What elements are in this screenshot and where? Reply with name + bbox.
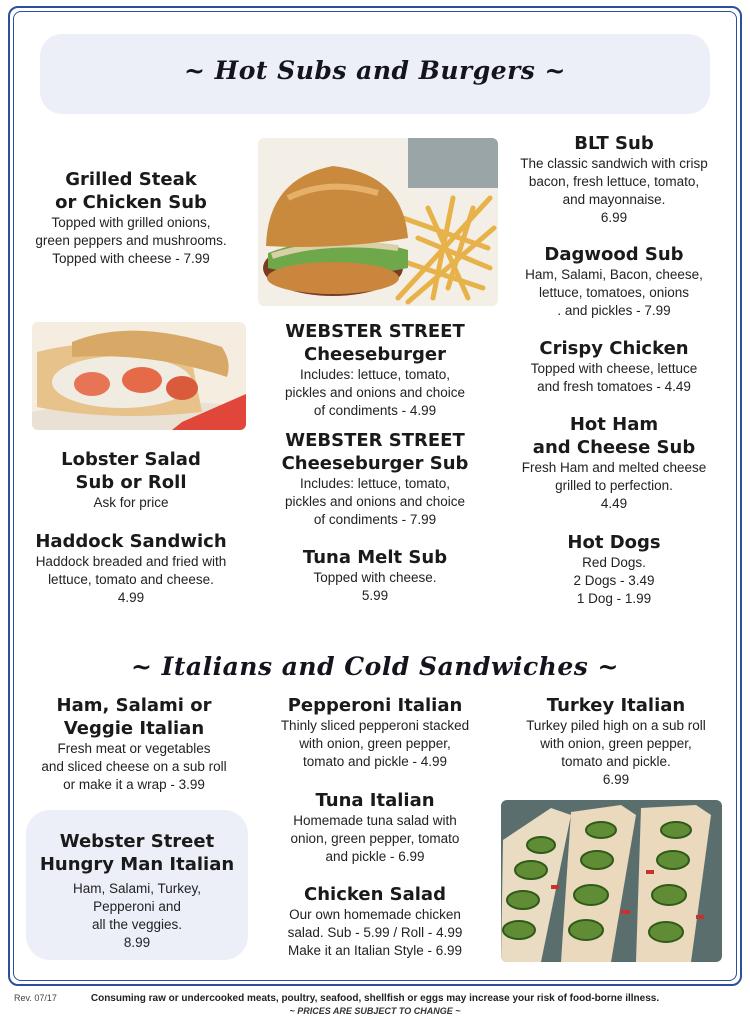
hot-section-title: ~ Hot Subs and Burgers ~	[183, 56, 566, 85]
item-description: Ham, Salami, Bacon, cheese, lettuce, tomatoes, onions . and pickles - 7.99	[525, 267, 703, 318]
item-name: Crispy Chicken	[539, 338, 689, 359]
menu-item-turkey-italian	[510, 694, 722, 789]
menu-item-hot-ham	[510, 413, 718, 513]
item-name: Turkey Italian	[546, 695, 686, 716]
item-name: Haddock Sandwich	[35, 531, 227, 552]
menu-item-haddock	[22, 530, 240, 607]
item-name: Tuna Italian	[315, 790, 435, 811]
item-name: Ham, Salami or Veggie Italian	[56, 695, 212, 739]
food-safety-warning: Consuming raw or undercooked meats, poultry, seafood, shellfish or eggs may increase your risk of food-borne illness.	[90, 993, 660, 1004]
menu-item-grilled-steak	[24, 168, 238, 268]
menu-item-blt	[510, 132, 718, 227]
menu-item-crispy-chicken	[510, 337, 718, 396]
menu-item-webster-cheeseburger	[262, 320, 488, 420]
item-description: Fresh Ham and melted cheese grilled to perfection. 4.49	[521, 460, 707, 511]
item-name: Lobster Salad Sub or Roll	[61, 449, 201, 493]
menu-item-hungry-man	[30, 830, 244, 952]
menu-item-lobster	[24, 448, 238, 512]
revision-label: Rev. 07/17	[14, 993, 57, 1003]
menu-item-chicken-salad	[262, 883, 488, 960]
item-description: The classic sandwich with crisp bacon, fresh lettuce, tomato, and mayonnaise. 6.99	[520, 156, 708, 225]
item-description: Topped with cheese. 5.99	[313, 570, 437, 603]
item-name: Hot Ham and Cheese Sub	[532, 414, 696, 458]
item-description: Includes: lettuce, tomato, pickles and onions and choice of condiments - 4.99	[284, 367, 466, 418]
menu-item-webster-cheeseburger-sub	[262, 429, 488, 529]
cold-section-title: ~ Italians and Cold Sandwiches ~	[130, 652, 619, 681]
item-description: Fresh meat or vegetables and sliced cheese on a sub roll or make it a wrap - 3.99	[41, 741, 227, 792]
prices-notice: ~ PRICES ARE SUBJECT TO CHANGE ~	[289, 1006, 461, 1016]
item-description: Includes: lettuce, tomato, pickles and onions and choice of condiments - 7.99	[284, 476, 466, 527]
item-name: Tuna Melt Sub	[302, 547, 448, 568]
menu-item-ham-salami-veggie	[24, 694, 244, 794]
item-name: Chicken Salad	[304, 884, 446, 905]
menu-item-tuna-melt	[262, 546, 488, 605]
item-name: Pepperoni Italian	[287, 695, 463, 716]
menu-item-tuna-italian	[262, 789, 488, 866]
item-name: WEBSTER STREET Cheeseburger	[285, 321, 465, 365]
italian-subs-photo	[501, 800, 722, 962]
item-description: Ask for price	[93, 495, 169, 510]
item-name: Grilled Steak or Chicken Sub	[55, 169, 207, 213]
item-name: WEBSTER STREET Cheeseburger Sub	[281, 430, 469, 474]
item-description: Our own homemade chicken salad. Sub - 5.99 / Roll - 4.99 Make it an Italian Style - 6.99	[287, 907, 463, 958]
lobster-roll-photo	[32, 322, 246, 430]
item-description: Topped with grilled onions, green peppers and mushrooms. Topped with cheese - 7.99	[35, 215, 227, 266]
item-description: Homemade tuna salad with onion, green pepper, tomato and pickle - 6.99	[290, 813, 460, 864]
item-name: Hot Dogs	[567, 532, 661, 553]
item-name: Dagwood Sub	[544, 244, 684, 265]
item-description: Turkey piled high on a sub roll with onion, green pepper, tomato and pickle. 6.99	[526, 718, 706, 787]
menu-item-hot-dogs	[510, 531, 718, 608]
item-name: BLT Sub	[574, 133, 654, 154]
item-description: Thinly sliced pepperoni stacked with onion, green pepper, tomato and pickle - 4.99	[280, 718, 470, 769]
item-name: Webster Street Hungry Man Italian	[39, 831, 235, 875]
item-description: Topped with cheese, lettuce and fresh tomatoes - 4.49	[530, 361, 698, 394]
item-description: Red Dogs. 2 Dogs - 3.49 1 Dog - 1.99	[573, 555, 655, 606]
menu-item-pepperoni-italian	[262, 694, 488, 771]
item-description: Ham, Salami, Turkey, Pepperoni and all the veggies. 8.99	[72, 881, 202, 950]
burger-fries-photo	[258, 138, 498, 306]
menu-item-dagwood	[510, 243, 718, 320]
item-description: Haddock breaded and fried with lettuce, tomato and cheese. 4.99	[35, 554, 227, 605]
